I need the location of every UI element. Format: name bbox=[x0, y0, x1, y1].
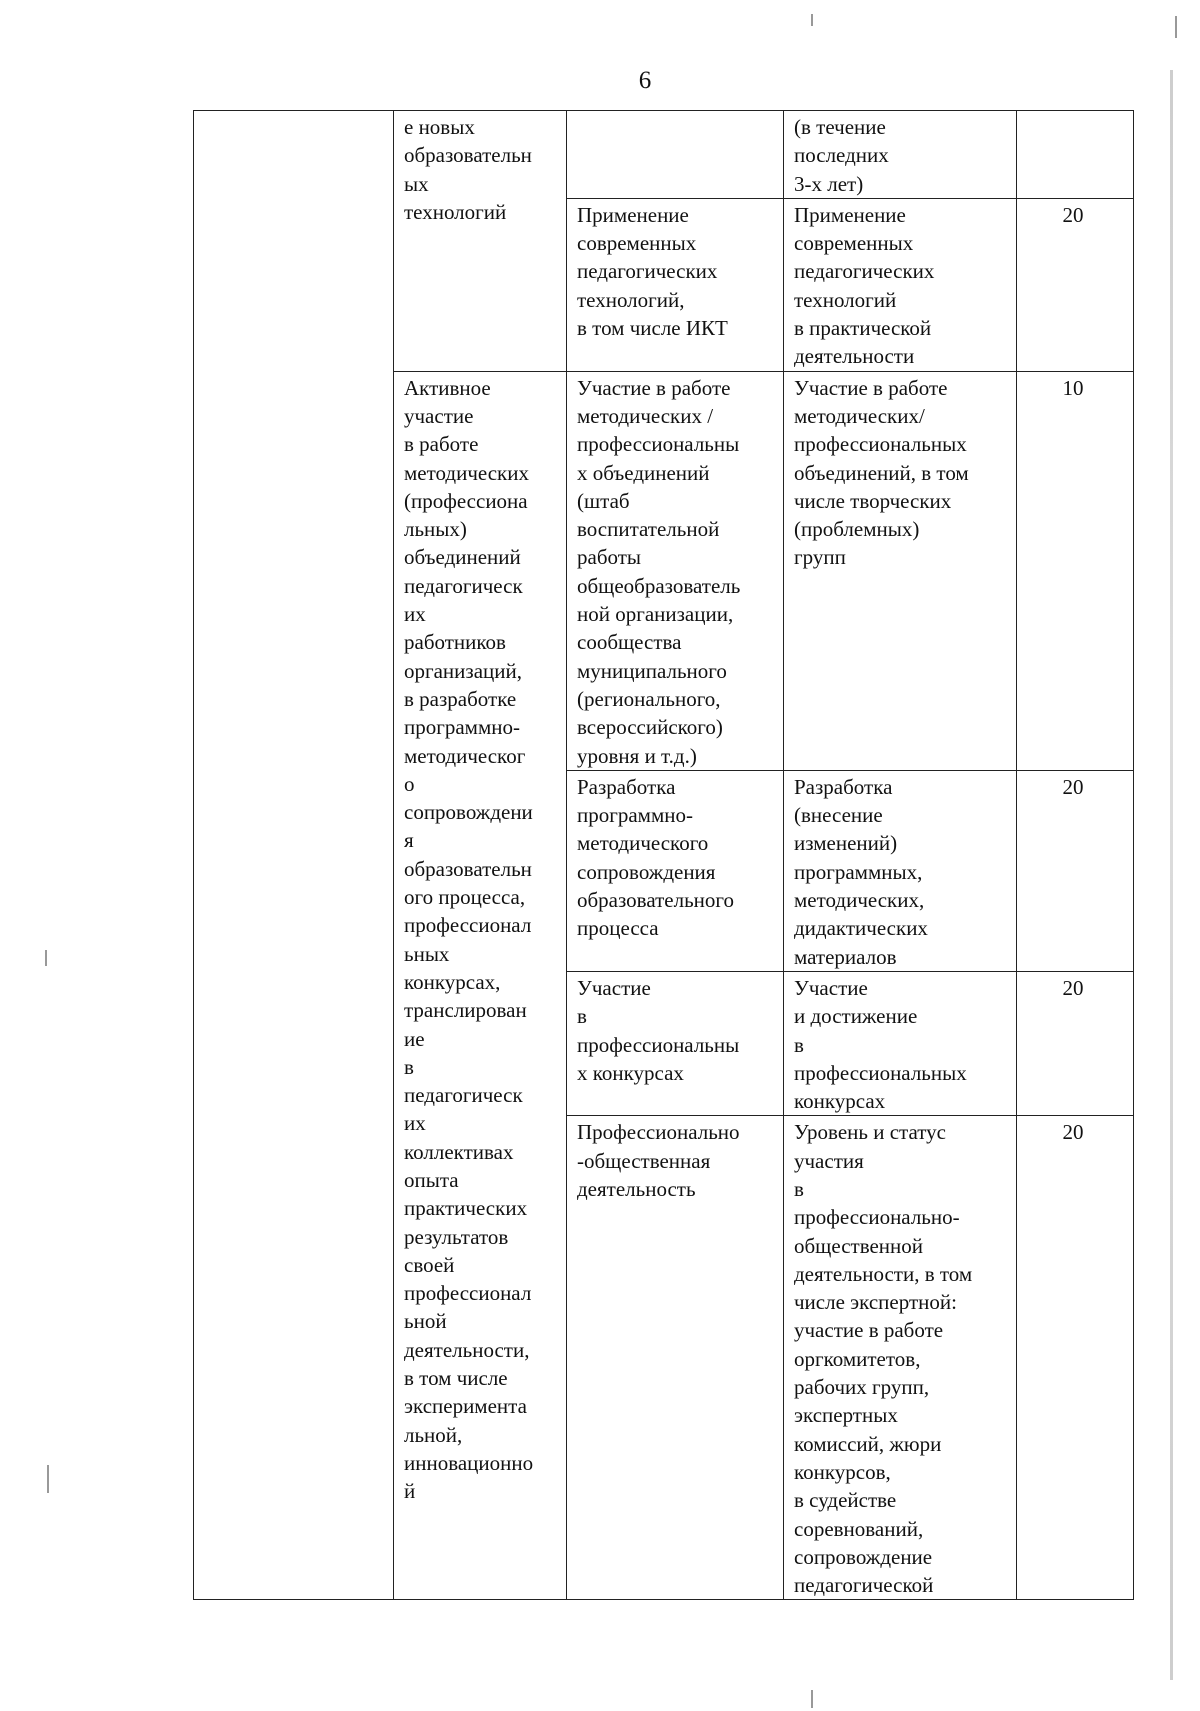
text-line: в bbox=[404, 1054, 414, 1079]
text-line: числе творческих bbox=[794, 488, 952, 513]
text-line: результатов bbox=[404, 1224, 509, 1249]
text-line: участие bbox=[404, 403, 474, 428]
cell-lines bbox=[404, 113, 562, 226]
text-line: педагогической bbox=[794, 1573, 934, 1598]
points-cell: 20 bbox=[1017, 971, 1134, 1115]
criterion-cell bbox=[567, 971, 784, 1115]
cell-lines bbox=[794, 1118, 1012, 1599]
text-line: (штаб bbox=[577, 488, 630, 513]
group-cell-technologies bbox=[394, 111, 567, 372]
text-line: методического bbox=[577, 831, 709, 856]
text-line: в судействе bbox=[794, 1488, 897, 1513]
text-line: и достижение bbox=[794, 1004, 918, 1029]
text-line: Участие в работе bbox=[577, 375, 731, 400]
text-line: программно- bbox=[404, 715, 520, 740]
text-line: воспитательной bbox=[577, 517, 720, 542]
text-line: процесса bbox=[577, 916, 659, 941]
text-line: конкурсах, bbox=[404, 969, 501, 994]
text-line: деятельности, в том bbox=[794, 1261, 973, 1286]
indicator-cell bbox=[784, 111, 1017, 199]
text-line: профессиональны bbox=[577, 432, 740, 457]
empty-section-cell bbox=[194, 111, 394, 1600]
text-line: х объединений bbox=[577, 460, 710, 485]
text-line: (регионального, bbox=[577, 686, 721, 711]
text-line: ьных bbox=[404, 941, 450, 966]
text-line: транслирован bbox=[404, 998, 527, 1023]
text-line: й bbox=[404, 1479, 416, 1504]
text-line: объединений, в том bbox=[794, 460, 969, 485]
text-line: технологий, bbox=[577, 287, 685, 312]
text-line: организаций, bbox=[404, 658, 522, 683]
text-line: конкурсах bbox=[794, 1089, 886, 1114]
text-line: Активное bbox=[404, 375, 491, 400]
text-line: Разработка bbox=[794, 774, 893, 799]
text-line: их bbox=[404, 1111, 426, 1136]
text-line: методических/ bbox=[794, 403, 925, 428]
text-line: групп bbox=[794, 545, 846, 570]
text-line: технологий bbox=[404, 199, 507, 224]
text-line: профессионал bbox=[404, 1281, 532, 1306]
text-line: сообщества bbox=[577, 630, 682, 655]
text-line: педагогических bbox=[794, 259, 935, 284]
text-line: экспертных bbox=[794, 1403, 898, 1428]
text-line: работников bbox=[404, 630, 506, 655]
text-line: последних bbox=[794, 143, 889, 168]
text-line: сопровождени bbox=[404, 800, 533, 825]
text-line: практических bbox=[404, 1196, 528, 1221]
text-line: Уровень и статус bbox=[794, 1120, 946, 1145]
text-line: программно- bbox=[577, 803, 693, 828]
criterion-cell bbox=[567, 1116, 784, 1600]
cell-lines bbox=[577, 201, 779, 342]
text-line: деятельности, bbox=[404, 1337, 530, 1362]
text-line: современных bbox=[577, 231, 697, 256]
text-line: в том числе bbox=[404, 1366, 508, 1391]
cell-lines bbox=[577, 773, 779, 943]
text-line: профессиональных bbox=[794, 1060, 967, 1085]
text-line: числе экспертной: bbox=[794, 1290, 957, 1315]
text-line: ной организации, bbox=[577, 602, 734, 627]
scan-edge-line bbox=[1170, 70, 1173, 1680]
text-line: педагогическ bbox=[404, 1083, 523, 1108]
cell-lines bbox=[794, 773, 1012, 971]
text-line: льной, bbox=[404, 1422, 463, 1447]
cell-lines bbox=[404, 374, 562, 1506]
text-line: Профессионально bbox=[577, 1120, 740, 1145]
text-line: сопровождения bbox=[577, 859, 716, 884]
text-line: методических / bbox=[577, 403, 714, 428]
text-line: х конкурсах bbox=[577, 1060, 684, 1085]
text-line: образовательного bbox=[577, 888, 734, 913]
table-row bbox=[194, 111, 1134, 199]
text-line: (в течение bbox=[794, 115, 886, 139]
cell-lines bbox=[794, 974, 1012, 1115]
text-line: комиссий, жюри bbox=[794, 1431, 942, 1456]
text-line: современных bbox=[794, 231, 914, 256]
points-cell: 20 bbox=[1017, 770, 1134, 971]
points-cell: 10 bbox=[1017, 371, 1134, 770]
points-cell bbox=[1017, 111, 1134, 199]
indicator-cell bbox=[784, 971, 1017, 1115]
text-line: в bbox=[794, 1032, 804, 1057]
text-line: ого процесса, bbox=[404, 885, 526, 910]
text-line: Участие в работе bbox=[794, 375, 948, 400]
text-line: Участие bbox=[577, 975, 651, 1000]
criteria-table bbox=[193, 110, 1134, 1600]
text-line: ие bbox=[404, 1026, 425, 1051]
scan-mark bbox=[811, 1690, 813, 1708]
scan-mark bbox=[811, 14, 813, 26]
text-line: педагогических bbox=[577, 259, 718, 284]
text-line: профессионал bbox=[404, 913, 532, 938]
scan-mark bbox=[45, 950, 47, 966]
cell-lines bbox=[577, 374, 779, 770]
text-line: я bbox=[404, 828, 414, 853]
text-line: методическог bbox=[404, 743, 526, 768]
text-line: (внесение bbox=[794, 803, 883, 828]
cell-lines bbox=[577, 974, 779, 1087]
text-line: о bbox=[404, 771, 415, 796]
cell-lines bbox=[794, 201, 1012, 371]
text-line: инновационно bbox=[404, 1450, 534, 1475]
criterion-cell bbox=[567, 770, 784, 971]
text-line: работы bbox=[577, 545, 642, 570]
text-line: ьной bbox=[404, 1309, 447, 1334]
text-line: профессиональны bbox=[577, 1032, 740, 1057]
cell-lines bbox=[577, 1118, 779, 1203]
text-line: профессионально- bbox=[794, 1205, 960, 1230]
text-line: (профессиона bbox=[404, 488, 528, 513]
text-line: участия bbox=[794, 1148, 864, 1173]
text-line: оргкомитетов, bbox=[794, 1346, 921, 1371]
text-line: педагогическ bbox=[404, 573, 523, 598]
text-line: (проблемных) bbox=[794, 517, 920, 542]
cell-lines bbox=[794, 113, 1012, 198]
text-line: Разработка bbox=[577, 774, 676, 799]
text-line: в практической bbox=[794, 316, 932, 341]
page-number: 6 bbox=[638, 67, 652, 94]
text-line: сопровождение bbox=[794, 1544, 933, 1569]
text-line: конкурсов, bbox=[794, 1459, 891, 1484]
text-line: Участие bbox=[794, 975, 868, 1000]
text-line: профессиональных bbox=[794, 432, 967, 457]
scan-mark bbox=[47, 1465, 49, 1493]
text-line: образовательн bbox=[404, 143, 532, 168]
text-line: в bbox=[577, 1004, 587, 1029]
text-line: уровня и т.д.) bbox=[577, 743, 697, 768]
criterion-cell bbox=[567, 111, 784, 199]
text-line: их bbox=[404, 602, 426, 627]
points-cell: 20 bbox=[1017, 198, 1134, 371]
text-line: материалов bbox=[794, 944, 897, 969]
indicator-cell bbox=[784, 1116, 1017, 1600]
indicator-cell bbox=[784, 770, 1017, 971]
text-line: 3-х лет) bbox=[794, 171, 864, 196]
text-line: Применение bbox=[794, 202, 906, 227]
text-line: общеобразователь bbox=[577, 573, 741, 598]
indicator-cell bbox=[784, 371, 1017, 770]
text-line: методических bbox=[404, 460, 529, 485]
criterion-cell bbox=[567, 198, 784, 371]
points-cell: 20 bbox=[1017, 1116, 1134, 1600]
text-line: изменений) bbox=[794, 831, 898, 856]
text-line: муниципального bbox=[577, 658, 727, 683]
text-line: образовательн bbox=[404, 856, 532, 881]
text-line: технологий bbox=[794, 287, 897, 312]
text-line: участие в работе bbox=[794, 1318, 944, 1343]
text-line: рабочих групп, bbox=[794, 1375, 930, 1400]
text-line: своей bbox=[404, 1252, 455, 1277]
text-line: в bbox=[794, 1176, 804, 1201]
text-line: всероссийского) bbox=[577, 715, 723, 740]
text-line: -общественная bbox=[577, 1148, 711, 1173]
text-line: льных) bbox=[404, 517, 467, 542]
text-line: коллективах bbox=[404, 1139, 514, 1164]
text-line: Применение bbox=[577, 202, 689, 227]
text-line: соревнований, bbox=[794, 1516, 924, 1541]
text-line: общественной bbox=[794, 1233, 924, 1258]
text-line: деятельности bbox=[794, 344, 915, 369]
text-line: в работе bbox=[404, 432, 479, 457]
text-line: объединений bbox=[404, 545, 521, 570]
text-line: эксперимента bbox=[404, 1394, 527, 1419]
text-line: деятельность bbox=[577, 1176, 696, 1201]
text-line: программных, bbox=[794, 859, 923, 884]
scan-mark bbox=[1175, 16, 1177, 38]
text-line: в разработке bbox=[404, 686, 517, 711]
cell-lines bbox=[794, 374, 1012, 572]
text-line: е новых bbox=[404, 115, 475, 139]
text-line: ых bbox=[404, 171, 429, 196]
text-line: в том числе ИКТ bbox=[577, 316, 728, 341]
indicator-cell bbox=[784, 198, 1017, 371]
text-line: опыта bbox=[404, 1167, 459, 1192]
group-cell-methodical-participation bbox=[394, 371, 567, 1600]
text-line: методических, bbox=[794, 888, 925, 913]
criterion-cell bbox=[567, 371, 784, 770]
text-line: дидактических bbox=[794, 916, 928, 941]
